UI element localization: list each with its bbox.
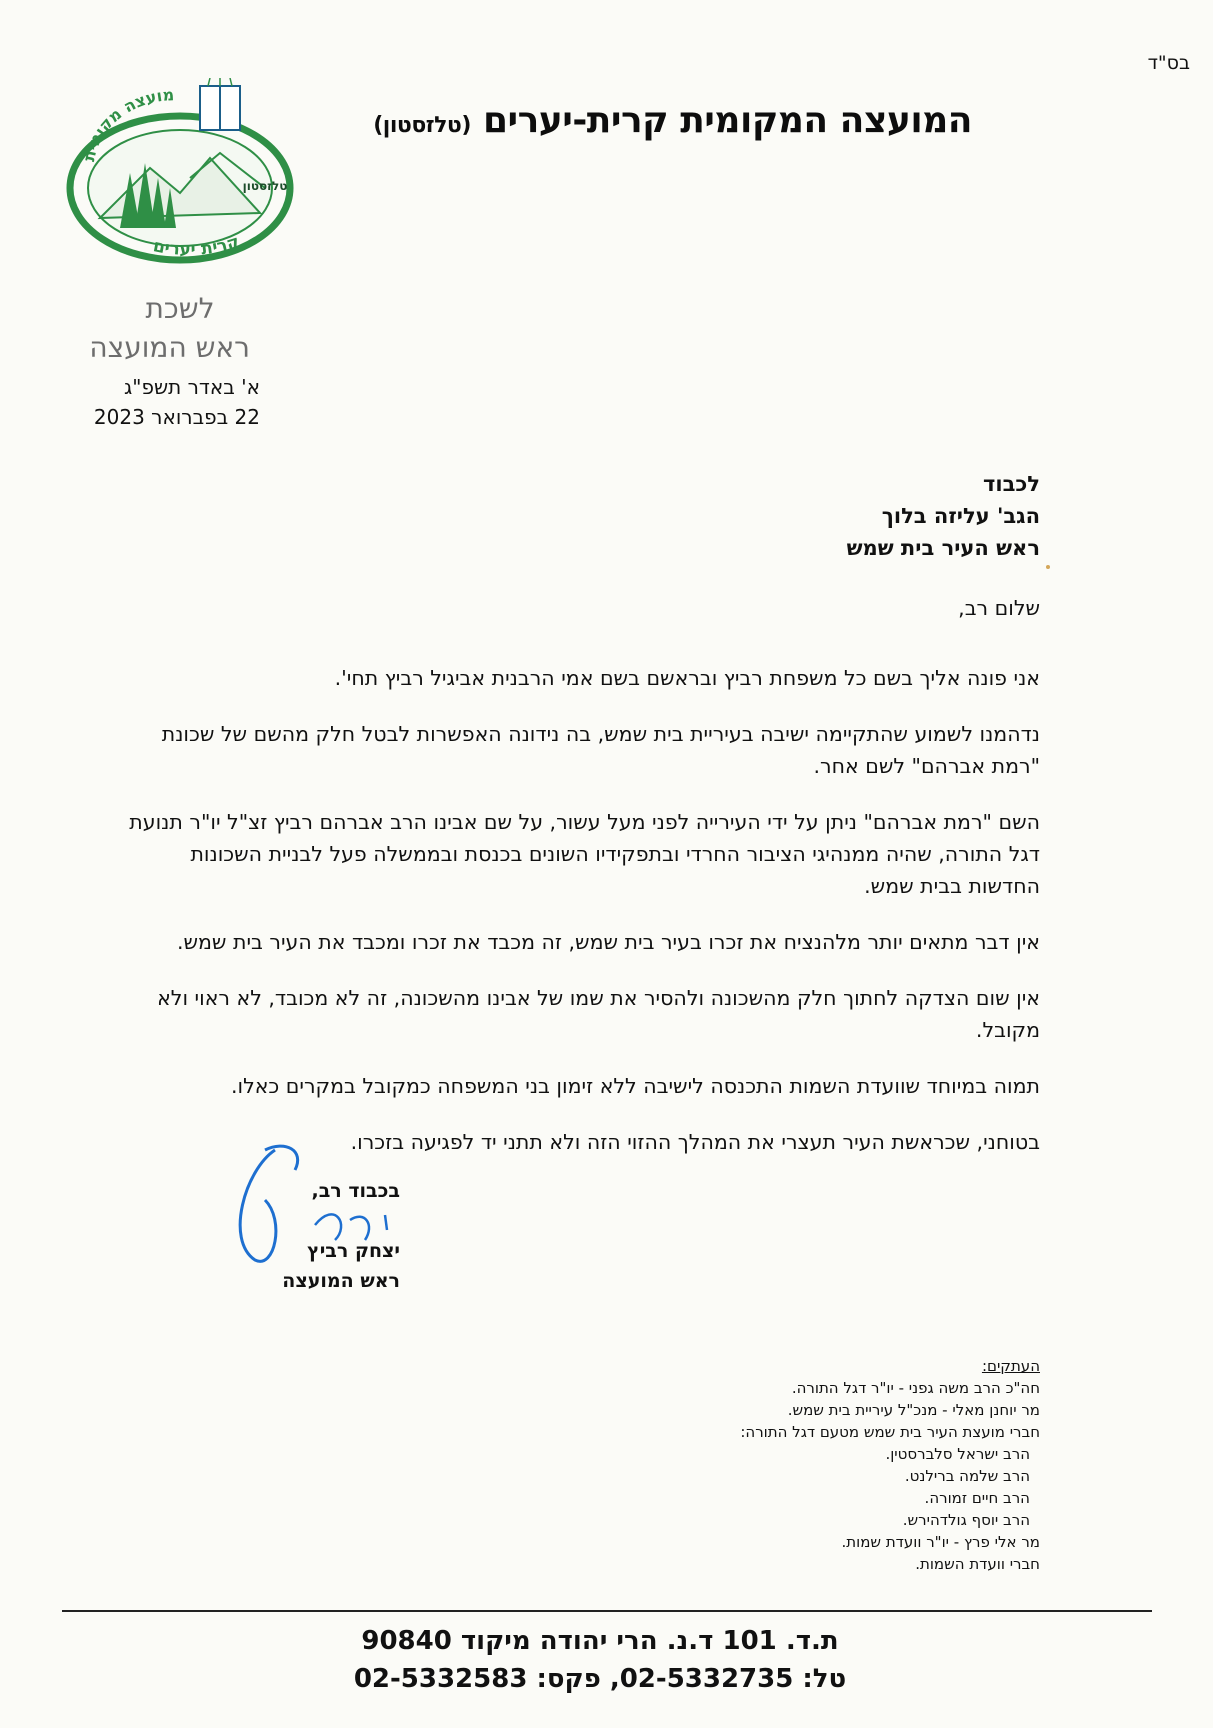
body-paragraph: בטוחני, שכראשת העיר תעצרי את המהלך ההזוי הזה ולא תתני יד לפגיעה בזכרו.	[350, 1130, 1040, 1154]
logo-top-text: מועצה מקומית	[79, 85, 175, 164]
body-paragraph: אין דבר מתאים יותר מלהנציח את זכרו בעיר בית שמש, זה מכבד את זכרו ומכבד את העיר בית שמש.	[176, 930, 1040, 954]
recipient-name: הגב' עליזה בלוך	[881, 504, 1040, 528]
council-logo	[60, 78, 296, 268]
body-paragraph: אין שום הצדקה לחתוך חלק מהשכונה ולהסיר את שמו של אבינו מהשכונה, זה לא מכובד, לא ראוי ולא מקובל.	[157, 986, 1040, 1042]
footer-address: ת.ד. 101 ד.נ. הרי יהודה מיקוד 90840	[361, 1626, 839, 1656]
body-paragraph: השם "רמת אברהם" ניתן על ידי העירייה לפני מעל עשור, על שם אבינו הרב אברהם רביץ זצ"ל יו"ר תנועת דגל התורה, שהיה ממנהיגי הציבור החרדי ובתפקידיו השונים בכנסת ובממשלה פעל לבניית השכונות החדשות בבית שמש.	[129, 810, 1040, 898]
signer-name: יצחק רביץ	[307, 1240, 400, 1262]
copies-item: חברי מועצת העיר בית שמש מטעם דגל התורה:	[740, 1423, 1040, 1441]
body-paragraph: תמוה במיוחד שוועדת השמות התכנסה לישיבה ללא זימון בני המשפחה כמקובל במקרים כאלו.	[230, 1074, 1040, 1098]
footer-divider	[62, 1610, 1152, 1612]
closing-block	[240, 1176, 400, 1296]
book-icon	[200, 78, 240, 130]
copies-item: מר אלי פרץ - יו"ר וועדת שמות.	[841, 1533, 1040, 1551]
page-title	[300, 100, 972, 152]
copies-item: הרב חיים זמורה.	[924, 1489, 1030, 1507]
recipient-title: ראש העיר בית שמש	[846, 536, 1040, 560]
recipient-line1: לכבוד	[983, 472, 1040, 496]
letter-body	[120, 592, 1040, 1182]
office-line1: לשכת	[145, 292, 215, 325]
gregorian-date: 22 בפברואר 2023	[93, 405, 260, 429]
footer-phones: טל: 02-5332735, פקס: 02-5332583	[353, 1664, 847, 1694]
office-line2: ראש המועצה	[89, 331, 250, 364]
hebrew-date: א' באדר תשפ"ג	[124, 375, 260, 399]
body-paragraph: אני פונה אליך בשם כל משפחת רביץ ובראשם בשם אמי הרבנית אביגיל רביץ תחי'.	[334, 666, 1040, 690]
copies-item: הרב שלמה ברילנט.	[904, 1467, 1030, 1485]
copies-item: הרב ישראל סלברסטין.	[885, 1445, 1030, 1463]
copies-title: העתקים:	[981, 1357, 1040, 1375]
footer	[300, 1622, 900, 1698]
bsd-mark: בס"ד	[1147, 52, 1190, 74]
speck	[1046, 565, 1050, 569]
logo-side-text: טלזסטון	[242, 179, 288, 193]
greeting: שלום רב,	[958, 596, 1040, 620]
copies-list	[680, 1355, 1040, 1575]
copies-item: מר יוחנן מאלי - מנכ"ל עיריית בית שמש.	[787, 1401, 1040, 1419]
closing-salutation: בכבוד רב,	[311, 1180, 400, 1202]
copies-item: חה"כ הרב משה גפני - יו"ר דגל התורה.	[791, 1379, 1040, 1397]
letter-dates	[90, 372, 260, 432]
office-stamp	[80, 292, 250, 364]
body-paragraph: נדהמנו לשמוע שהתקיימה ישיבה בעיריית בית שמש, בה נידונה האפשרות לבטל חלק מהשם של שכונת "רמת אברהם" לשם אחר.	[161, 722, 1040, 778]
logo-bottom-text: קרית יערים	[151, 231, 242, 260]
copies-item: חברי וועדת השמות.	[915, 1555, 1040, 1573]
recipient-block	[700, 468, 1040, 564]
title-main: המועצה המקומית קרית-יערים	[482, 100, 972, 141]
copies-item: הרב יוסף גולדהירש.	[902, 1511, 1030, 1529]
signer-title: ראש המועצה	[282, 1270, 400, 1292]
title-suffix: (טלזסטון)	[373, 113, 471, 138]
